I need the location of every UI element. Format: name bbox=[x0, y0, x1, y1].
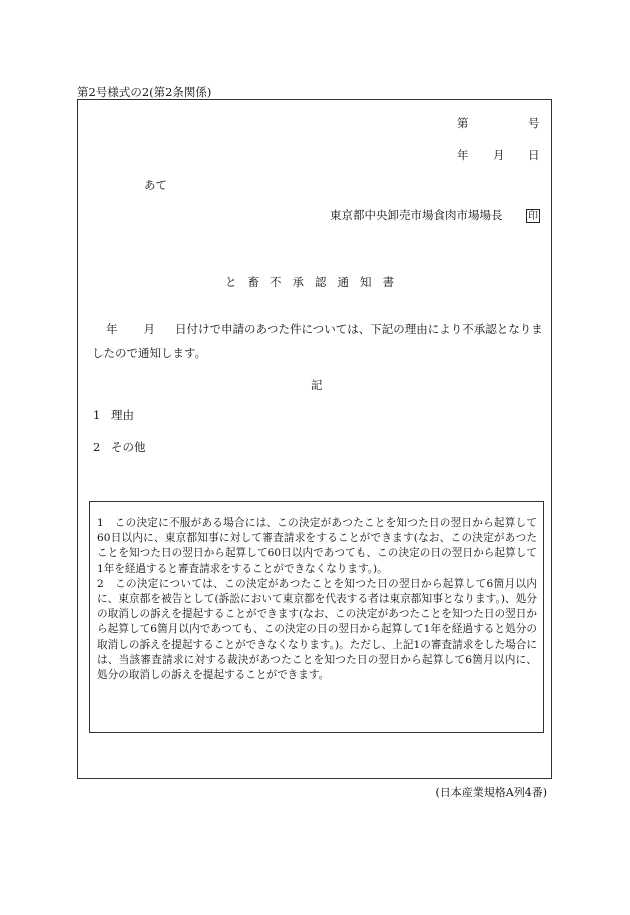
number-suffix: 号 bbox=[528, 116, 540, 130]
addressee-suffix: あて bbox=[144, 178, 167, 192]
form-number: 第2号様式の2(第2条関係) bbox=[77, 85, 212, 99]
body-text-line2: したので通知します。 bbox=[92, 346, 207, 360]
seal-mark: 印 bbox=[528, 211, 538, 222]
note-1: 1 この決定に不服がある場合には、この決定があつたことを知つた日の翌日から起算して60日以内に、東京都知事に対して審査請求をすることができます(なお、この決定があつたことを知つた日の翌日から起算して60日以内であつても、この決定の日の翌日から起算して1年を経過すると審査請求をすることができなくなります。)。 bbox=[97, 517, 537, 575]
body-text-line1: 日付けで申請のあつた件については、下記の理由により不承認となりま bbox=[175, 322, 543, 336]
item-1-label: 理由 bbox=[111, 408, 134, 422]
item-1-number: 1 bbox=[93, 408, 101, 422]
issuer-name: 東京都中央卸売市場食肉市場場長 bbox=[330, 208, 503, 222]
number-prefix: 第 bbox=[457, 116, 469, 130]
item-2-number: 2 bbox=[93, 440, 101, 454]
ki-heading: 記 bbox=[311, 378, 323, 392]
date-year: 年 bbox=[457, 148, 469, 162]
note-2: 2 この決定については、この決定があつたことを知つた日の翌日から起算して6箇月以内に、東京都を被告として(訴訟において東京都を代表する者は東京都知事となります。)、処分の取消しの訴えを提起することができます(なお、この決定があつたことを知つた日の翌日から起算して6箇月以内であつても、この決定の日の翌日から起算して1年を経過すると処分の取消しの訴えを提起することができなくなります。)。ただし、上記1の審査請求をした場合には、当該審査請求に対する裁決があつたことを知つた日の翌日から起算して6箇月以内に、処分の取消しの訴えを提起することができます。 bbox=[97, 577, 537, 682]
notes-box bbox=[89, 501, 544, 733]
date-month: 月 bbox=[493, 148, 505, 162]
body-month: 月 bbox=[143, 322, 155, 336]
item-2-label: その他 bbox=[111, 440, 146, 454]
date-day: 日 bbox=[528, 148, 540, 162]
body-text bbox=[92, 317, 552, 365]
document-title: と畜不承認通知書 bbox=[225, 275, 405, 289]
paper-size-note: (日本産業規格A列4番) bbox=[435, 786, 547, 799]
body-year: 年 bbox=[106, 322, 118, 336]
body-line-1 bbox=[92, 317, 552, 341]
